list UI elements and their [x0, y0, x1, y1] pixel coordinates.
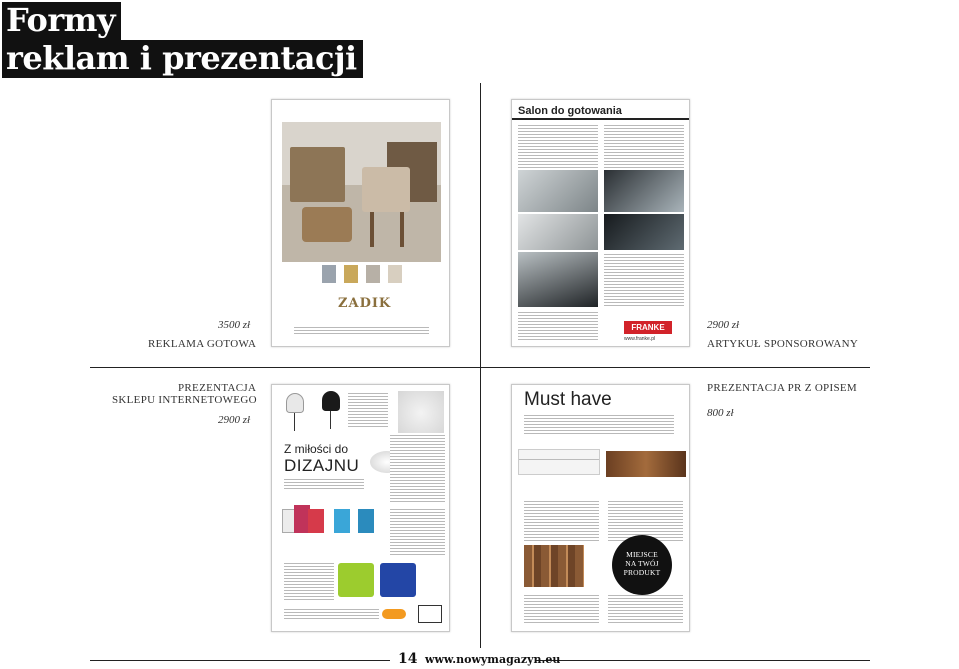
- shop-text-4: [284, 561, 334, 601]
- chair-teal: [358, 509, 374, 533]
- kitchen-photo-4: [604, 214, 684, 250]
- pr-text-4: [608, 593, 683, 623]
- kitchen-photo-2: [604, 170, 684, 212]
- pr-lead-text: [524, 413, 674, 435]
- white-sideboard: [518, 449, 600, 475]
- chair-swatch: [344, 265, 358, 283]
- chair-icon-black: [320, 391, 342, 431]
- footer: [398, 651, 560, 667]
- pr-label: PREZENTACJA PR Z OPISEM: [707, 382, 857, 394]
- pr-price: 800 zł: [707, 407, 734, 419]
- product-placeholder-badge: [612, 535, 672, 595]
- footer-url[interactable]: www.nowymagazyn.eu: [424, 653, 561, 666]
- article-title: Salon do gotowania: [518, 105, 622, 117]
- spool-table-shape: [302, 207, 352, 242]
- shop-logo: [382, 609, 406, 619]
- horizontal-divider: [90, 367, 870, 368]
- kitchen-photo-1: [518, 170, 598, 212]
- shop-title-line-2: DIZAJNU: [284, 456, 360, 475]
- alphabet-cabinet: [524, 545, 584, 587]
- footer-rule-left: [90, 660, 390, 661]
- armchair-blue: [380, 563, 416, 597]
- article-text-col-1: [518, 123, 598, 168]
- pr-text-1: [524, 499, 599, 541]
- shop-text-2: [390, 433, 445, 503]
- ad-label: REKLAMA GOTOWA: [148, 338, 257, 350]
- ad-photo: [282, 122, 441, 262]
- chair-icon-white: [284, 393, 306, 433]
- wooden-cabinet: [606, 451, 686, 477]
- pr-title: Must have: [524, 389, 612, 410]
- franke-url: www.franke.pl: [624, 336, 656, 342]
- panel-photo: [398, 391, 444, 435]
- article-label: ARTYKUŁ SPONSOROWANY: [707, 338, 859, 350]
- franke-logo: FRANKE: [624, 321, 672, 334]
- kitchen-photo-5: [518, 252, 598, 307]
- page-title-line-2: reklam i prezentacji: [2, 40, 363, 78]
- ad-thumbnail: [271, 99, 450, 347]
- ad-footer-text: [294, 325, 429, 335]
- chair-swatch: [388, 265, 402, 283]
- pr-thumbnail: [511, 384, 690, 632]
- kitchen-photo-3: [518, 214, 598, 250]
- chair-leg: [370, 212, 374, 247]
- article-text-col-4: [518, 310, 598, 342]
- chair-leg: [400, 212, 404, 247]
- article-text-col-2: [604, 123, 684, 168]
- badge-line-2: NA TWÓJ: [625, 559, 659, 568]
- chair-red: [308, 509, 324, 533]
- shop-label-line-1: PREZENTACJA: [178, 382, 257, 394]
- ad-price: 3500 zł: [218, 319, 251, 331]
- shop-thumbnail: [271, 384, 450, 632]
- badge-line-3: PRODUKT: [623, 568, 661, 577]
- shop-title-line-1: Z miłości do: [284, 442, 349, 456]
- shop-price: 2900 zł: [218, 414, 251, 426]
- ad-brand-logo: ZADIK: [338, 296, 392, 311]
- crate-shape: [290, 147, 345, 202]
- armchair-green: [338, 563, 374, 597]
- footer-rule-right: [535, 660, 870, 661]
- article-text-col-3: [604, 252, 684, 307]
- article-thumbnail: [511, 99, 690, 347]
- vertical-divider: [480, 83, 481, 648]
- article-title-rule: [512, 118, 690, 120]
- design-logo: [418, 605, 442, 623]
- shop-footer-text: [284, 607, 379, 621]
- page-number: 14: [398, 651, 418, 667]
- shop-text-1: [348, 391, 388, 427]
- article-price: 2900 zł: [707, 319, 740, 331]
- badge-line-1: MIEJSCE: [626, 550, 658, 559]
- chair-blue: [334, 509, 350, 533]
- armchair-shape: [362, 167, 410, 212]
- chair-swatch: [366, 265, 380, 283]
- page-title-line-1: Formy: [2, 2, 121, 40]
- pr-text-3: [524, 593, 599, 623]
- shop-label-line-2: SKLEPU INTERNETOWEGO: [112, 394, 257, 406]
- chair-swatch: [322, 265, 336, 283]
- shop-text-3: [390, 507, 445, 557]
- shop-lead-text: [284, 477, 364, 491]
